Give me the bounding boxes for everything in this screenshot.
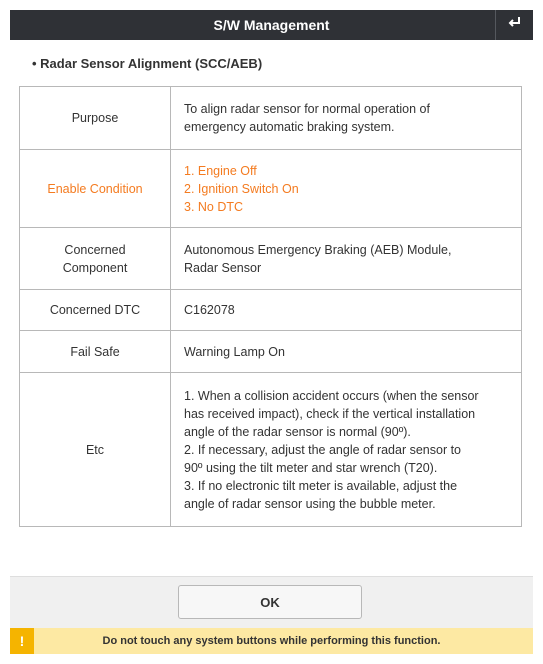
concerned-component-value	[171, 228, 522, 290]
table-row-concerned-dtc	[20, 290, 522, 331]
table-row-enable-condition	[20, 150, 522, 228]
enable-condition-line: 1. Engine Off	[184, 163, 257, 178]
section-heading: • Radar Sensor Alignment (SCC/AEB)	[32, 56, 263, 71]
enable-condition-line: 3. No DTC	[184, 199, 244, 214]
etc-line: 2. If necessary, adjust the angle of radar sensor to	[184, 442, 462, 457]
table-row-etc	[20, 373, 522, 527]
concerned-component-line: Autonomous Emergency Braking (AEB) Module,	[184, 242, 452, 257]
fail-safe-value: Warning Lamp On	[171, 331, 522, 373]
return-arrow-icon	[507, 15, 523, 36]
title-bar	[10, 10, 533, 40]
exclamation-icon: !	[10, 628, 34, 654]
back-button[interactable]	[495, 10, 533, 40]
concerned-component-label	[20, 228, 171, 290]
etc-line: 3. If no electronic tilt meter is available, adjust the	[184, 478, 458, 493]
etc-line: 90º using the tilt meter and star wrench (T20).	[184, 460, 438, 475]
ok-button[interactable]: OK	[178, 585, 362, 619]
etc-line: has received impact), check if the vertical installation	[184, 406, 476, 421]
etc-line: angle of the radar sensor is normal (90º).	[184, 424, 411, 439]
enable-condition-line: 2. Ignition Switch On	[184, 181, 299, 196]
page-title: S/W Management	[213, 17, 330, 33]
table-row-fail-safe	[20, 331, 522, 373]
concerned-component-label-line: Concerned	[64, 242, 126, 257]
fail-safe-label: Fail Safe	[20, 331, 171, 373]
warning-text: Do not touch any system buttons while performing this function.	[102, 635, 441, 647]
table-row-purpose	[20, 87, 522, 150]
etc-value	[171, 373, 522, 527]
enable-condition-label: Enable Condition	[20, 150, 171, 228]
etc-line: angle of radar sensor using the bubble meter.	[184, 496, 436, 511]
etc-label: Etc	[20, 373, 171, 527]
enable-condition-value	[171, 150, 522, 228]
warning-bar	[10, 628, 533, 654]
purpose-label: Purpose	[20, 87, 171, 150]
purpose-line: emergency automatic braking system.	[184, 120, 395, 134]
purpose-value	[171, 87, 522, 150]
etc-line: 1. When a collision accident occurs (when the sensor	[184, 388, 479, 403]
info-table	[19, 86, 522, 527]
concerned-dtc-label: Concerned DTC	[20, 290, 171, 331]
purpose-line: To align radar sensor for normal operation of	[184, 102, 430, 116]
concerned-component-line: Radar Sensor	[184, 260, 262, 275]
concerned-component-label-line: Component	[62, 260, 128, 275]
footer-bar	[10, 576, 533, 628]
table-row-concerned-component	[20, 228, 522, 290]
concerned-dtc-value: C162078	[171, 290, 522, 331]
